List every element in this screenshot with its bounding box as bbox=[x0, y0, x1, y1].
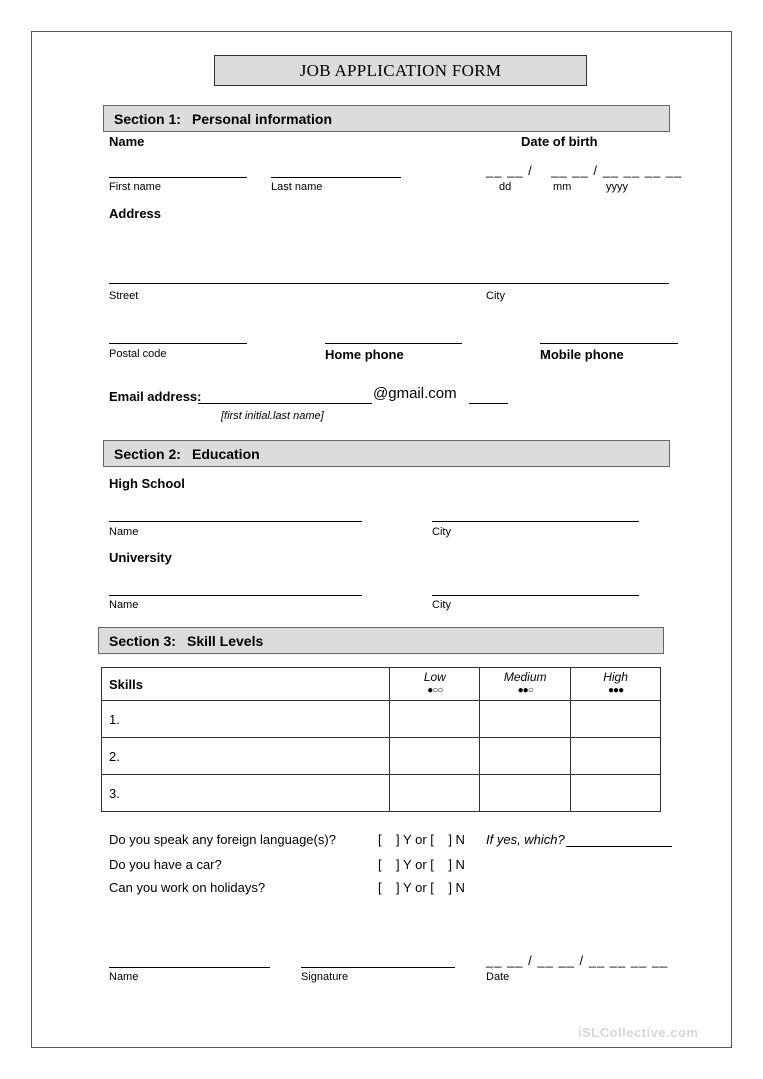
question-holidays: Can you work on holidays? bbox=[109, 880, 266, 895]
home-phone-field[interactable] bbox=[325, 343, 462, 344]
level-low-dots: ●○○ bbox=[427, 685, 443, 696]
level-high-label: High bbox=[603, 670, 628, 684]
section-3-header bbox=[98, 627, 664, 654]
address-label: Address bbox=[109, 206, 162, 221]
section-1-number: Section 1: bbox=[114, 111, 181, 127]
question-languages: Do you speak any foreign language(s)? bbox=[109, 832, 336, 847]
mobile-phone-label: Mobile phone bbox=[540, 347, 624, 362]
skill-1-medium-cell[interactable] bbox=[480, 701, 571, 738]
question-languages-options[interactable]: [ ] Y or [ ] N bbox=[378, 832, 465, 847]
section-2-number: Section 2: bbox=[114, 446, 181, 462]
level-low-label: Low bbox=[423, 670, 446, 684]
skill-2-high-cell[interactable] bbox=[571, 738, 661, 775]
level-low bbox=[390, 668, 480, 701]
last-name-caption: Last name bbox=[271, 181, 323, 193]
footer-signature-field[interactable] bbox=[301, 967, 455, 968]
email-user-field[interactable] bbox=[198, 403, 372, 404]
section-2-title: Education bbox=[192, 446, 260, 462]
first-name-caption: First name bbox=[109, 181, 161, 193]
skills-table bbox=[101, 667, 661, 812]
question-car: Do you have a car? bbox=[109, 857, 222, 872]
email-domain: @gmail.com bbox=[373, 385, 457, 402]
question-languages-followup: If yes, which? bbox=[486, 832, 565, 847]
email-hint: [first initial.last name] bbox=[221, 410, 324, 422]
skill-1-low-cell[interactable] bbox=[390, 701, 480, 738]
section-3-number: Section 3: bbox=[109, 633, 176, 649]
level-high-dots: ●●● bbox=[607, 685, 624, 696]
level-medium-label: Medium bbox=[503, 670, 547, 684]
street-city-field[interactable] bbox=[109, 283, 669, 284]
dd-caption: dd bbox=[499, 181, 512, 193]
university-name-field[interactable] bbox=[109, 595, 362, 596]
yyyy-caption: yyyy bbox=[606, 181, 628, 193]
high-school-name-field[interactable] bbox=[109, 521, 362, 522]
university-city-field[interactable] bbox=[432, 595, 639, 596]
languages-which-field[interactable] bbox=[566, 846, 672, 847]
mobile-phone-field[interactable] bbox=[540, 343, 678, 344]
section-1-header bbox=[103, 105, 670, 132]
postal-code-field[interactable] bbox=[109, 343, 247, 344]
email-label: Email address: bbox=[109, 389, 202, 404]
footer-date-field[interactable]: __ __ / __ __ / __ __ __ __ bbox=[486, 953, 669, 968]
section-3-title: Skill Levels bbox=[187, 633, 264, 649]
high-school-label: High School bbox=[109, 476, 185, 491]
section-2-header bbox=[103, 440, 670, 467]
skill-2-low-cell[interactable] bbox=[390, 738, 480, 775]
city-caption: City bbox=[486, 290, 505, 302]
watermark: iSLCollective.com bbox=[578, 1025, 699, 1040]
email-suffix-field[interactable] bbox=[469, 403, 508, 404]
skill-2-cell[interactable]: 2. bbox=[102, 738, 390, 775]
level-medium bbox=[480, 668, 571, 701]
street-caption: Street bbox=[109, 290, 139, 302]
footer-name-caption: Name bbox=[109, 971, 139, 983]
question-holidays-options[interactable]: [ ] Y or [ ] N bbox=[378, 880, 465, 895]
university-city-caption: City bbox=[432, 599, 451, 611]
university-name-caption: Name bbox=[109, 599, 139, 611]
section-1-title: Personal information bbox=[192, 111, 333, 127]
postal-code-caption: Postal code bbox=[109, 348, 167, 360]
dob-field[interactable]: __ __ / __ __ / __ __ __ __ bbox=[486, 163, 683, 178]
name-label: Name bbox=[109, 134, 145, 149]
last-name-field[interactable] bbox=[271, 177, 401, 178]
dob-label: Date of birth bbox=[521, 134, 598, 149]
home-phone-label: Home phone bbox=[325, 347, 404, 362]
level-high bbox=[571, 668, 661, 701]
level-medium-dots: ●●○ bbox=[517, 685, 533, 696]
university-label: University bbox=[109, 550, 172, 565]
form-title: JOB APPLICATION FORM bbox=[214, 55, 587, 86]
skills-header: Skills bbox=[102, 668, 390, 701]
high-school-city-field[interactable] bbox=[432, 521, 639, 522]
high-school-city-caption: City bbox=[432, 526, 451, 538]
skills-header-row bbox=[102, 668, 661, 701]
skill-1-cell[interactable]: 1. bbox=[102, 701, 390, 738]
skill-2-medium-cell[interactable] bbox=[480, 738, 571, 775]
table-row bbox=[102, 738, 661, 775]
skill-3-high-cell[interactable] bbox=[571, 775, 661, 812]
footer-date-caption: Date bbox=[486, 971, 510, 983]
first-name-field[interactable] bbox=[109, 177, 247, 178]
skill-3-low-cell[interactable] bbox=[390, 775, 480, 812]
table-row bbox=[102, 701, 661, 738]
table-row bbox=[102, 775, 661, 812]
high-school-name-caption: Name bbox=[109, 526, 139, 538]
skill-3-medium-cell[interactable] bbox=[480, 775, 571, 812]
footer-name-field[interactable] bbox=[109, 967, 270, 968]
skill-3-cell[interactable]: 3. bbox=[102, 775, 390, 812]
question-car-options[interactable]: [ ] Y or [ ] N bbox=[378, 857, 465, 872]
footer-signature-caption: Signature bbox=[301, 971, 349, 983]
mm-caption: mm bbox=[553, 181, 572, 193]
skill-1-high-cell[interactable] bbox=[571, 701, 661, 738]
